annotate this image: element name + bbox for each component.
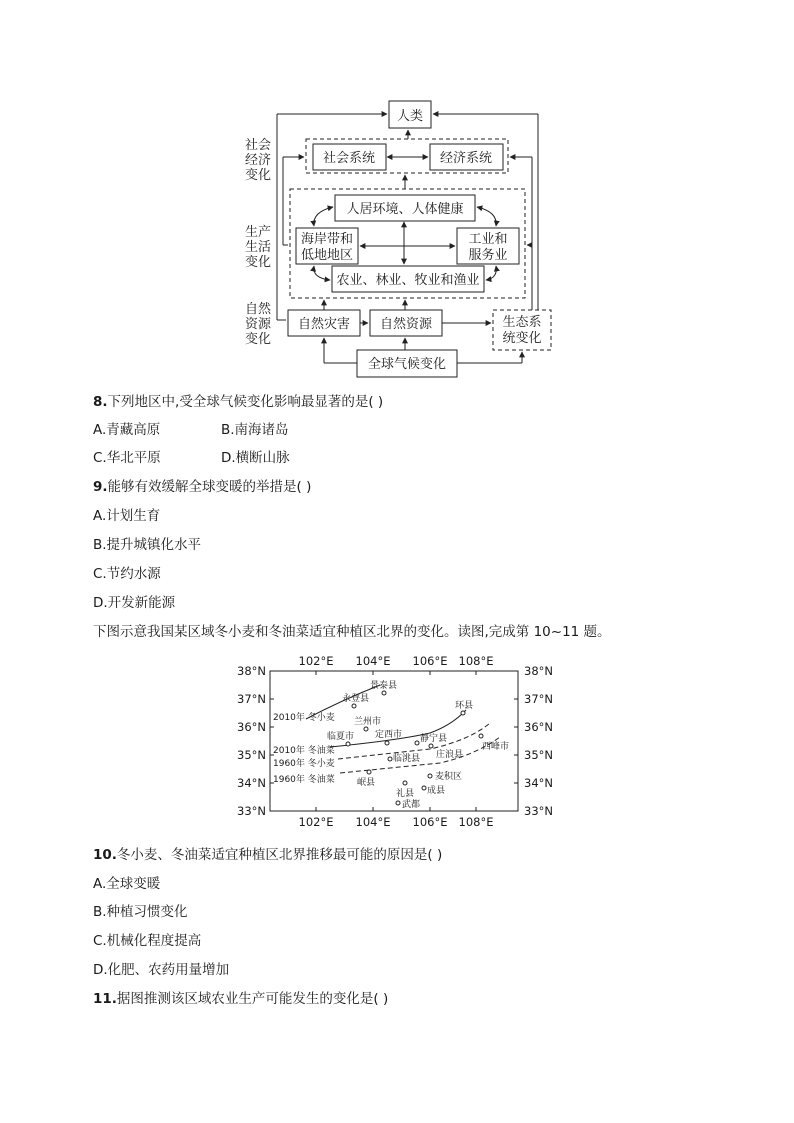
dot-minxian — [367, 770, 371, 774]
legend-1960-rapeseed: 1960年 冬油菜 — [273, 775, 335, 785]
lon-top-108: 108°E — [458, 654, 494, 668]
label-industry-2: 服务业 — [468, 248, 508, 263]
dot-lixian — [403, 781, 407, 785]
place-minxian: 岷县 — [357, 778, 376, 788]
dot-huanxian — [461, 711, 465, 715]
side-social-1: 社会 — [244, 138, 272, 153]
question-9-text: 能够有效缓解全球变暖的举措是( ) — [107, 479, 312, 495]
side-natural-1: 自然 — [244, 302, 272, 317]
lon-bottom-108: 108°E — [458, 815, 494, 829]
lat-left-33: 33°N — [237, 804, 266, 818]
place-yongdeng: 永登县 — [342, 694, 370, 704]
dot-lintao — [388, 757, 392, 761]
lat-right-34: 34°N — [524, 776, 553, 790]
lat-right-33: 33°N — [524, 804, 553, 818]
side-natural-3: 变化 — [244, 332, 272, 347]
side-production-1: 生产 — [244, 225, 272, 240]
label-habitat: 人居环境、人体健康 — [346, 202, 464, 217]
lat-left-36: 36°N — [237, 720, 266, 734]
q9-option-c[interactable]: C.节约水源 — [93, 566, 161, 582]
q9-option-d[interactable]: D.开发新能源 — [93, 595, 176, 611]
lat-left-35: 35°N — [237, 748, 266, 762]
label-social-system: 社会系统 — [322, 151, 376, 166]
question-8-text: 下列地区中,受全球气候变化影响最显著的是( ) — [107, 394, 384, 410]
q10-option-a[interactable]: A.全球变暖 — [93, 876, 161, 892]
question-10 — [93, 843, 442, 863]
lon-bottom-106: 106°E — [412, 815, 448, 829]
place-linxia: 临夏市 — [327, 732, 355, 742]
lon-top-102: 102°E — [298, 654, 334, 668]
place-jingtai: 景泰县 — [370, 681, 398, 691]
side-production-2: 生活 — [244, 240, 272, 255]
lon-top-104: 104°E — [355, 654, 391, 668]
legend-1960-wheat: 1960年 冬小麦 — [273, 759, 335, 769]
dot-dingxi — [385, 741, 389, 745]
dot-jingning — [429, 744, 433, 748]
q9-option-b[interactable]: B.提升城镇化水平 — [93, 537, 202, 553]
side-social-2: 经济 — [244, 153, 272, 168]
place-zhuanglang: 庄浪县 — [436, 750, 464, 760]
q8-option-c[interactable]: C.华北平原 — [93, 450, 161, 466]
dot-wudu — [396, 801, 400, 805]
side-production-3: 变化 — [244, 255, 272, 270]
label-coast-2: 低地地区 — [300, 248, 354, 263]
question-10-number: 10. — [93, 847, 117, 863]
place-maiji: 麦积区 — [435, 772, 463, 782]
dot-yongdeng — [352, 704, 356, 708]
question-11 — [93, 987, 388, 1007]
place-lintao: 临洮县 — [393, 754, 421, 764]
q8-option-a[interactable]: A.青藏高原 — [93, 422, 161, 438]
label-industry-1: 工业和 — [468, 232, 508, 247]
question-8-number: 8. — [93, 394, 108, 410]
dot-zhuanglang — [415, 741, 419, 745]
crop-boundary-map — [0, 645, 794, 835]
lon-bottom-102: 102°E — [298, 815, 334, 829]
lat-left-34: 34°N — [237, 776, 266, 790]
side-natural-2: 资源 — [244, 317, 272, 332]
place-lanzhou: 兰州市 — [354, 717, 382, 727]
label-coast-1: 海岸带和 — [300, 232, 354, 247]
q10-option-b[interactable]: B.种植习惯变化 — [93, 904, 188, 920]
side-social-3: 变化 — [244, 168, 272, 183]
question-8 — [93, 390, 383, 410]
q9-option-a[interactable]: A.计划生育 — [93, 508, 161, 524]
question-9 — [93, 475, 311, 495]
map-frame — [270, 671, 518, 811]
place-dingxi: 定西市 — [375, 730, 403, 740]
lon-bottom-104: 104°E — [355, 815, 391, 829]
dot-jingtai — [382, 691, 386, 695]
label-agriculture: 农业、林业、牧业和渔业 — [336, 273, 480, 288]
dot-xifeng — [479, 734, 483, 738]
legend-2010-rapeseed: 2010年 冬油菜 — [273, 746, 335, 756]
map-intro: 下图示意我国某区域冬小麦和冬油菜适宜种植区北界的变化。读图,完成第 10~11 题。 — [93, 624, 611, 640]
place-xifeng: 西峰市 — [482, 742, 510, 752]
q8-option-b[interactable]: B.南海诸岛 — [221, 422, 289, 438]
dot-lanzhou — [364, 727, 368, 731]
place-wudu: 武都 — [402, 800, 421, 810]
label-humans: 人类 — [396, 109, 424, 124]
dot-chengxian — [422, 786, 426, 790]
question-9-number: 9. — [93, 479, 108, 495]
lat-right-37: 37°N — [524, 692, 553, 706]
label-climate: 全球气候变化 — [367, 357, 447, 372]
lon-top-106: 106°E — [412, 654, 448, 668]
question-10-text: 冬小麦、冬油菜适宜种植区北界推移最可能的原因是( ) — [116, 847, 443, 863]
lat-right-38: 38°N — [524, 664, 553, 678]
dot-maiji — [428, 774, 432, 778]
place-jingning: 静宁县 — [420, 734, 448, 744]
lat-left-38: 38°N — [237, 664, 266, 678]
label-disaster: 自然灾害 — [297, 317, 351, 332]
climate-impact-diagram — [0, 0, 794, 390]
lat-right-35: 35°N — [524, 748, 553, 762]
q10-option-c[interactable]: C.机械化程度提高 — [93, 933, 202, 949]
place-chengxian: 成县 — [427, 786, 446, 796]
dot-linxia — [346, 742, 350, 746]
label-resources: 自然资源 — [379, 317, 433, 332]
label-economic-system: 经济系统 — [439, 151, 493, 166]
question-11-text: 据图推测该区域农业生产可能发生的变化是( ) — [116, 991, 389, 1007]
legend-2010-wheat: 2010年 冬小麦 — [273, 713, 335, 723]
place-lixian: 礼县 — [396, 789, 415, 799]
label-eco-1: 生态系 — [502, 315, 542, 330]
q10-option-d[interactable]: D.化肥、农药用量增加 — [93, 962, 230, 978]
lat-right-36: 36°N — [524, 720, 553, 734]
place-huanxian: 环县 — [455, 701, 474, 711]
lat-left-37: 37°N — [237, 692, 266, 706]
question-11-number: 11. — [93, 991, 117, 1007]
q8-option-d[interactable]: D.横断山脉 — [221, 450, 290, 466]
label-eco-2: 统变化 — [502, 331, 542, 346]
